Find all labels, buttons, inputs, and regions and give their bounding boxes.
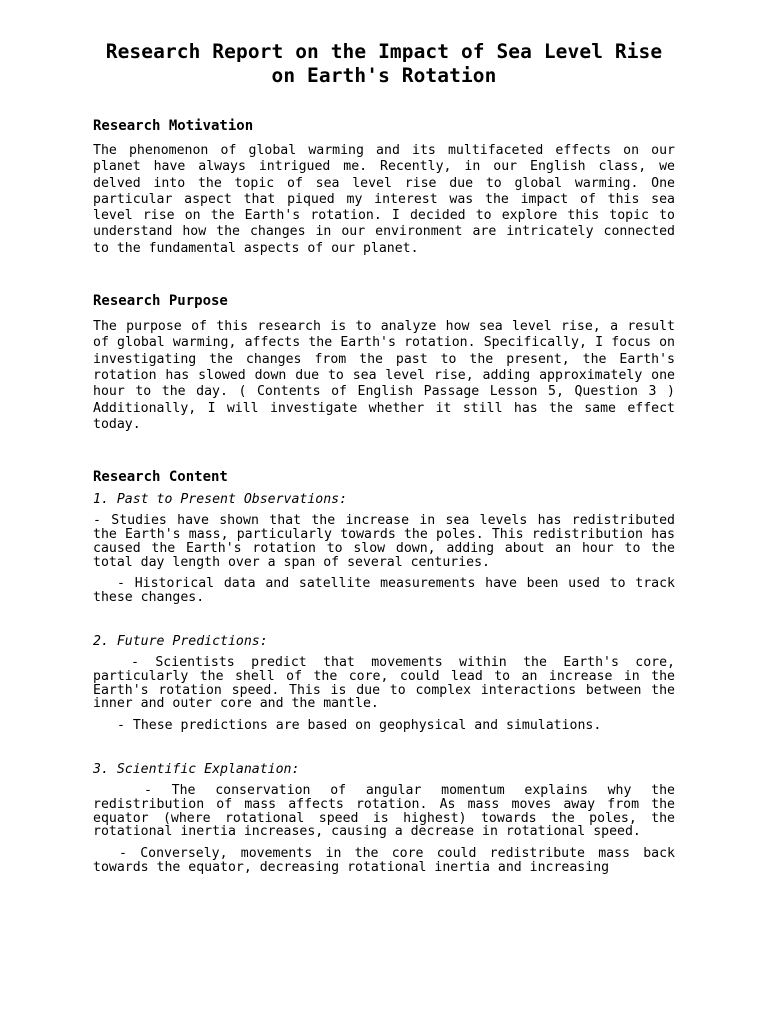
section-heading-purpose: Research Purpose (93, 293, 228, 310)
subsection-title-scientific: 3. Scientific Explanation: (93, 761, 300, 777)
future-paragraph-1: - Scientists predict that movements within the Earth's core, particularly the shell of the core, could lead to an increase in the Earth's rotation speed. This is due to complex interactions between the inner and outer core and the mantle. (93, 654, 675, 712)
purpose-paragraph: The purpose of this research is to analyze how sea level rise, a result of global warming, affects the Earth's rotation. Specifically, I focus on investigating the changes from the past to the present, the Earth's rotation has slowed down due to sea level rise, adding approximately one hour to the day. ( Contents of English Passage Lesson 5, Question 3 ) Additionally, I will investigate whether it still has the same effect today. (93, 319, 675, 432)
scientific-paragraph-1: - The conservation of angular momentum explains why the redistribution of mass affects rotation. As mass moves away from the equator (where rotational speed is highest) towards the poles, the rotational inertia increases, causing a decrease in rotational speed. (93, 782, 675, 840)
motivation-paragraph: The phenomenon of global warming and its multifaceted effects on our planet have always intrigued me. Recently, in our English class, we delved into the topic of sea level rise due to global warming. One particular aspect that piqued my interest was the impact of this sea level rise on the Earth's rotation. I decided to explore this topic to understand how the changes in our environment are intricately connected to the fundamental aspects of our planet. (93, 143, 675, 256)
section-heading-content: Research Content (93, 469, 228, 486)
scientific-paragraph-2: - Conversely, movements in the core could redistribute mass back towards the equator, decreasing rotational inertia and increasing (93, 846, 675, 875)
subsection-title-future: 2. Future Predictions: (93, 633, 268, 649)
document-page (93, 40, 675, 875)
future-paragraph-2: - These predictions are based on geophysical and simulations. (117, 718, 602, 734)
document-title: Research Report on the Impact of Sea Level Rise on Earth's Rotation (105, 40, 663, 87)
subsection-title-past-present: 1. Past to Present Observations: (93, 492, 348, 508)
past-present-paragraph-1: - Studies have shown that the increase in sea levels has redistributed the Earth's mass, particularly towards the poles. This redistribution has caused the Earth's rotation to slow down, adding about an hour to the total day length over a span of several centuries. (93, 513, 675, 570)
section-heading-motivation: Research Motivation (93, 118, 254, 134)
past-present-paragraph-2: - Historical data and satellite measurements have been used to track these changes. (93, 576, 675, 606)
